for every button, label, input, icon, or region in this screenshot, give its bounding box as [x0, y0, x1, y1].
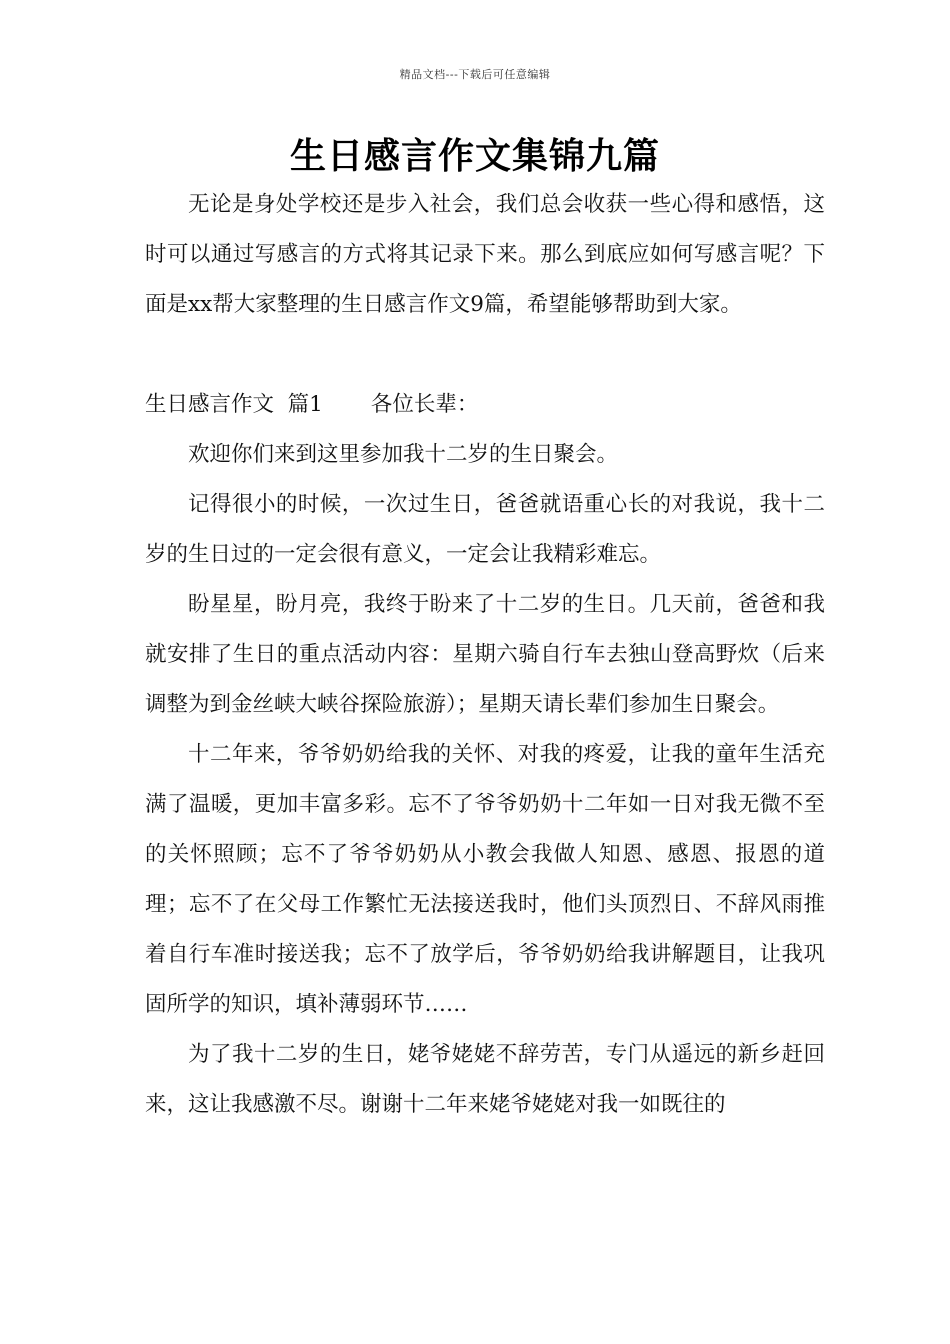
- body-paragraph: 记得很小的时候，一次过生日，爸爸就语重心长的对我说，我十二岁的生日过的一定会很有意义，一定会让我精彩难忘。: [145, 492, 825, 567]
- body-paragraph: 盼星星，盼月亮，我终于盼来了十二岁的生日。几天前，爸爸和我就安排了生日的重点活动内容：星期六骑自行车去独山登高野炊（后来调整为到金丝峡大峡谷探险旅游）；星期天请长辈们参加生日聚会。: [145, 592, 825, 717]
- header-note: 精品文档---下载后可任意编辑: [399, 68, 551, 81]
- body-paragraph: 欢迎你们来到这里参加我十二岁的生日聚会。: [188, 442, 619, 467]
- section-heading: [145, 380, 825, 430]
- document-body: [145, 180, 825, 1130]
- salutation: 各位长辈：: [370, 392, 479, 417]
- intro-paragraph: 无论是身处学校还是步入社会，我们总会收获一些心得和感悟，这时可以通过写感言的方式将其记录下来。那么到底应如何写感言呢？下面是xx帮大家整理的生日感言作文9篇，希望能够帮助到大家。: [145, 192, 825, 317]
- document-title: 生日感言作文集锦九篇: [289, 136, 660, 177]
- body-paragraph: 为了我十二岁的生日，姥爷姥姥不辞劳苦，专门从遥远的新乡赶回来，这让我感激不尽。谢谢十二年来姥爷姥姥对我一如既往的: [145, 1042, 825, 1117]
- section-label: 生日感言作文 篇1: [145, 392, 323, 417]
- body-paragraph: 十二年来，爷爷奶奶给我的关怀、对我的疼爱，让我的童年生活充满了温暖，更加丰富多彩。忘不了爷爷奶奶十二年如一日对我无微不至的关怀照顾；忘不了爷爷奶奶从小教会我做人知恩、感恩、报恩的道理；忘不了在父母工作繁忙无法接送我时，他们头顶烈日、不辞风雨推着自行车准时接送我；忘不了放学后，爷爷奶奶给我讲解题目，让我巩固所学的知识，填补薄弱环节……: [145, 742, 825, 1017]
